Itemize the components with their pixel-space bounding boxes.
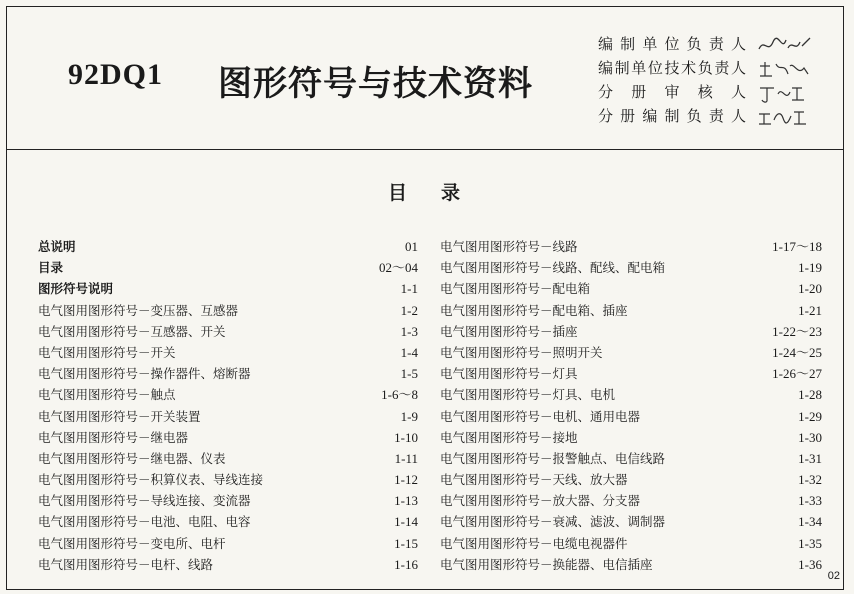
- signature-image: [756, 106, 812, 128]
- toc-entry-title: 电气图用图形符号－换能器、电信插座: [440, 556, 653, 572]
- toc-entry-title: 电气图用图形符号－互感器、开关: [38, 323, 226, 339]
- toc-entry: [38, 257, 418, 278]
- toc-entry-page: 1-17～18: [772, 239, 822, 254]
- signature-image: [756, 82, 812, 104]
- toc-column-right: [440, 236, 822, 575]
- toc-entry-title: 电气图用图形符号－接地: [440, 429, 578, 445]
- toc-entry-page: 1-20: [798, 281, 822, 297]
- toc-entry: [440, 363, 822, 384]
- toc-entry: [440, 448, 822, 469]
- toc-entry: [440, 278, 822, 299]
- toc-entry: [38, 490, 418, 511]
- toc-entry-page: 1-4: [400, 344, 418, 360]
- toc-entry-page: 1-10: [394, 429, 418, 445]
- toc-entry: [440, 300, 822, 321]
- toc-entry-title: 电气图用图形符号－放大器、分支器: [440, 493, 641, 509]
- toc-entry-page: 01: [405, 239, 418, 254]
- toc-entry-title: 电气图用图形符号－报警触点、电信线路: [440, 450, 666, 466]
- toc-entry-page: 1-14: [394, 514, 418, 530]
- toc-entry-title: 电气图用图形符号－变压器、互感器: [38, 302, 239, 318]
- toc-entry: [440, 406, 822, 427]
- toc-entry-page: 1-6～8: [381, 387, 418, 403]
- toc-entry-page: 02～04: [378, 260, 418, 276]
- toc-entry: [440, 236, 822, 257]
- responsibility-row: [598, 104, 838, 128]
- responsibility-label: 编制单位技术负责人: [598, 59, 746, 77]
- toc-entry-page: 1-28: [798, 387, 822, 403]
- title-block: [6, 6, 844, 150]
- responsibility-row: [598, 32, 838, 56]
- toc-entry-page: 1-34: [798, 514, 822, 530]
- toc-entry-page: 1-13: [394, 493, 418, 509]
- toc-entry: [440, 342, 822, 363]
- toc-entry-title: 电气图用图形符号－线路、配线、配电箱: [440, 260, 666, 276]
- toc-entry-title: 电气图用图形符号－灯具: [440, 366, 578, 382]
- toc-entry: [440, 257, 822, 278]
- toc-entry-title: 电气图用图形符号－插座: [440, 323, 578, 339]
- toc-entry-title: 电气图用图形符号－继电器: [38, 429, 189, 445]
- toc-entry-page: 1-16: [394, 556, 418, 572]
- toc-entry-title: 电气图用图形符号－操作器件、熔断器: [38, 366, 251, 382]
- toc-entry-title: 总说明: [38, 239, 76, 254]
- toc-entry: [38, 448, 418, 469]
- responsibility-label: 编制单位负责人: [598, 35, 746, 53]
- toc-entry-title: 电气图用图形符号－触点: [38, 387, 176, 403]
- toc-entry-title: 电气图用图形符号－电池、电阻、电容: [38, 514, 251, 530]
- toc-entry-title: 电气图用图形符号－开关装置: [38, 408, 201, 424]
- toc-entry-title: 电气图用图形符号－照明开关: [440, 344, 603, 360]
- toc-entry-page: 1-22～23: [772, 323, 822, 339]
- toc-entry: [38, 300, 418, 321]
- toc-entry-page: 1-24～25: [772, 344, 822, 360]
- toc-entry-page: 1-31: [798, 450, 822, 466]
- toc-entry-title: 电气图用图形符号－天线、放大器: [440, 472, 628, 488]
- toc-entry-title: 电气图用图形符号－灯具、电机: [440, 387, 616, 403]
- toc-entry: [440, 554, 822, 575]
- toc-entry-page: 1-9: [400, 408, 418, 424]
- page-number: 02: [827, 570, 840, 582]
- toc-entry-title: 电气图用图形符号－衰减、滤波、调制器: [440, 514, 666, 530]
- toc-entry: [38, 236, 418, 257]
- signature-image: [756, 34, 812, 56]
- toc-entry-page: 1-2: [400, 302, 418, 318]
- toc-entry: [440, 469, 822, 490]
- toc-column-left: [38, 236, 418, 575]
- responsibility-list: [598, 32, 838, 128]
- document-title: 图形符号与技术资料: [218, 64, 533, 104]
- toc-heading: 目录: [388, 182, 495, 204]
- toc-entry: [440, 427, 822, 448]
- toc-entry-page: 1-33: [798, 493, 822, 509]
- toc-entry-page: 1-3: [400, 323, 418, 339]
- toc-entry: [38, 342, 418, 363]
- toc-entry-page: 1-26～27: [772, 366, 822, 382]
- toc-entry-page: 1-11: [394, 450, 418, 466]
- toc-entry: [38, 533, 418, 554]
- toc-entry: [440, 384, 822, 405]
- responsibility-label: 分册编制负责人: [598, 107, 746, 125]
- toc-entry: [440, 511, 822, 532]
- responsibility-row: [598, 56, 838, 80]
- toc-entry-title: 目录: [38, 260, 64, 276]
- toc-entry-title: 电气图用图形符号－变电所、电杆: [38, 535, 226, 551]
- toc-entry: [38, 406, 418, 427]
- toc-entry-title: 电气图用图形符号－电机、通用电器: [440, 408, 641, 424]
- toc-entry-page: 1-36: [798, 556, 822, 572]
- toc-entry-title: 电气图用图形符号－电杆、线路: [38, 556, 214, 572]
- toc-entry-page: 1-29: [798, 408, 822, 424]
- toc-entry-title: 电气图用图形符号－积算仪表、导线连接: [38, 472, 264, 488]
- toc-entry: [38, 321, 418, 342]
- toc-entry-page: 1-1: [400, 281, 418, 297]
- toc-entry: [38, 278, 418, 299]
- toc-entry: [440, 490, 822, 511]
- toc-entry: [38, 511, 418, 532]
- toc-entry-title: 电气图用图形符号－继电器、仪表: [38, 450, 226, 466]
- toc-entry: [38, 384, 418, 405]
- toc-entry: [440, 533, 822, 554]
- toc-entry: [38, 363, 418, 384]
- responsibility-row: [598, 80, 838, 104]
- toc-entry: [38, 554, 418, 575]
- drawing-code: 92DQ1: [68, 58, 163, 91]
- toc-entry-page: 1-19: [798, 260, 822, 276]
- toc-entry-page: 1-21: [798, 302, 822, 318]
- toc-entry-title: 电气图用图形符号－线路: [440, 239, 578, 254]
- toc-entry-title: 电气图用图形符号－配电箱: [440, 281, 591, 297]
- toc-entry: [440, 321, 822, 342]
- toc-entry-title: 电气图用图形符号－开关: [38, 344, 176, 360]
- toc-entry-page: 1-15: [394, 535, 418, 551]
- toc-entry-title: 电气图用图形符号－导线连接、变流器: [38, 493, 251, 509]
- toc-entry-page: 1-32: [798, 472, 822, 488]
- responsibility-label: 分册审核人: [598, 83, 746, 101]
- toc-entry-page: 1-30: [798, 429, 822, 445]
- toc-entry-title: 电气图用图形符号－电缆电视器件: [440, 535, 628, 551]
- toc-entry: [38, 469, 418, 490]
- toc-entry-title: 图形符号说明: [38, 281, 114, 297]
- signature-image: [756, 58, 812, 80]
- toc-entry: [38, 427, 418, 448]
- toc-entry-title: 电气图用图形符号－配电箱、插座: [440, 302, 628, 318]
- toc-entry-page: 1-35: [798, 535, 822, 551]
- toc-entry-page: 1-12: [394, 472, 418, 488]
- toc-entry-page: 1-5: [400, 366, 418, 382]
